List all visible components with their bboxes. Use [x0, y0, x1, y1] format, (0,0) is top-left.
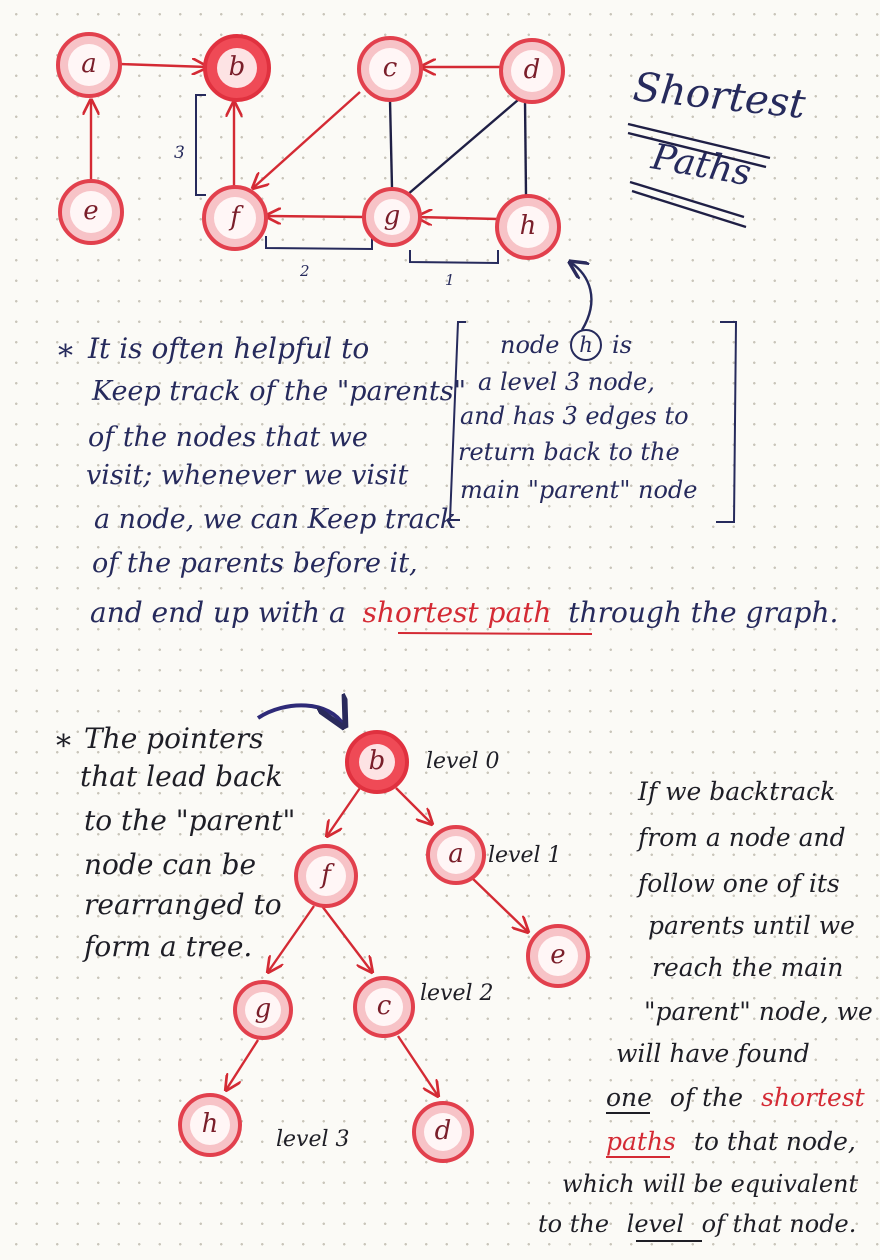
graph-node-a [58, 34, 120, 96]
note3-line-11 [538, 1210, 856, 1238]
distance-label-2: 2 [300, 262, 310, 280]
note1-highlight: shortest path [362, 596, 552, 629]
callout-node-letter: h [579, 333, 593, 357]
note3-one-word: one [606, 1083, 652, 1112]
note2-line-5: rearranged to [84, 888, 282, 921]
callout-is-word: is [612, 331, 632, 359]
title-line-1: Shortest [630, 64, 808, 128]
note3-line-2: from a node and [638, 823, 846, 852]
svg-text:f: f [321, 860, 331, 890]
note2-line-1: The pointers [84, 722, 264, 755]
tree-edge-f-c [322, 906, 372, 972]
distance-label-1: 1 [445, 271, 455, 289]
tree-node-c [355, 978, 413, 1036]
note3-line-3: follow one of its [638, 869, 840, 898]
note3-shortest-word: shortest [761, 1083, 865, 1112]
note2-line-6: form a tree. [84, 930, 253, 963]
pointer-curved-arrow [258, 705, 344, 726]
graph-node-g [364, 189, 420, 245]
note3-to-that: to that node, [693, 1127, 856, 1156]
svg-text:a: a [81, 49, 97, 79]
callout-line-4: return back to the [458, 438, 680, 466]
tree-edge-g-h [226, 1040, 258, 1090]
note2-line-3: to the "parent" [84, 804, 296, 837]
callout-line-5: main "parent" node [460, 476, 698, 504]
note3-line-8 [606, 1083, 866, 1112]
svg-text:h: h [519, 211, 537, 241]
bracket-g-h [410, 250, 498, 263]
svg-text:f: f [230, 202, 240, 232]
graph-node-d [501, 40, 563, 102]
note1-line-4: visit; whenever we visit [86, 460, 409, 491]
highlight-underline [398, 633, 592, 634]
note3-paths-word: paths [606, 1127, 676, 1156]
note3-line-1: If we backtrack [638, 777, 836, 806]
note-backtrack [538, 777, 873, 1241]
graph-node-b [205, 36, 269, 100]
level-1-label: level 1 [488, 843, 562, 868]
edge-h-g [417, 217, 498, 219]
title-line-2: Paths [648, 136, 755, 195]
note1-line-3: of the nodes that we [88, 422, 368, 453]
svg-text:e: e [83, 196, 99, 226]
graph-node-e [60, 181, 122, 243]
tree-node-d [414, 1103, 472, 1161]
graph-node-f [204, 187, 266, 249]
note1-line-2: Keep track of the "parents" [92, 376, 467, 407]
note3-line-9 [606, 1127, 856, 1156]
note1-line-7 [90, 596, 838, 629]
tree-node-b [347, 732, 407, 792]
tree-edge-b-a [396, 788, 432, 824]
graph-node-h [497, 196, 559, 258]
svg-text:c: c [376, 991, 392, 1021]
edge-d-h [525, 100, 526, 196]
note3-to-the: to the [538, 1210, 610, 1238]
callout-node-word: node [500, 331, 560, 359]
svg-text:e: e [550, 940, 566, 970]
note3-line-6: "parent" node, we [644, 997, 873, 1026]
level-2-label: level 2 [420, 981, 494, 1006]
callout-pointer-arrow [570, 262, 591, 330]
tree-node-a [428, 827, 484, 883]
svg-text:g: g [383, 201, 401, 231]
note1-line-6: of the parents before it, [92, 548, 418, 579]
edge-c-f [253, 92, 360, 188]
svg-text:d: d [523, 55, 541, 85]
bracket-f-g [266, 236, 372, 249]
note3-line-10: which will be equivalent [562, 1170, 859, 1198]
edge-d-g [407, 100, 518, 195]
tree-node-f [296, 846, 356, 906]
svg-text:h: h [201, 1109, 219, 1139]
tree-edge-c-d [398, 1036, 438, 1096]
edge-a-b [120, 64, 207, 67]
note2-line-4: node can be [84, 848, 257, 881]
svg-text:a: a [448, 839, 464, 869]
note-parents [58, 332, 838, 634]
edge-g-f [266, 216, 366, 217]
svg-text:b: b [228, 52, 246, 82]
page-title [628, 64, 808, 227]
level-3-label: level 3 [276, 1127, 350, 1152]
distance-label-3: 3 [174, 143, 185, 163]
note2-line-2: that lead back [80, 760, 283, 793]
svg-text:c: c [382, 53, 398, 83]
note3-level-word: level [626, 1210, 684, 1238]
note1-star: * [58, 339, 73, 374]
note1-last-before: and end up with a [90, 596, 346, 629]
note1-line-5: a node, we can Keep track [94, 504, 457, 535]
tree-edge-b-f [327, 788, 360, 836]
level-0-label: level 0 [426, 749, 500, 774]
graph-node-c [359, 38, 421, 100]
note3-line-5: reach the main [652, 953, 844, 982]
graph [58, 34, 563, 289]
note3-of-that: of that node. [701, 1210, 857, 1238]
note3-of-the: of the [669, 1083, 744, 1112]
tree-node-e [528, 926, 588, 986]
note3-line-4: parents until we [648, 911, 855, 940]
callout-line-3: and has 3 edges to [460, 402, 689, 430]
note2-star: * [56, 729, 71, 764]
tree-node-h [180, 1095, 240, 1155]
tree-node-g [235, 982, 291, 1038]
callout-line-2: a level 3 node, [478, 368, 655, 396]
svg-text:d: d [434, 1116, 452, 1146]
bracket-b-f [196, 95, 206, 195]
tree-edge-a-e [470, 876, 528, 932]
note3-line-7: will have found [616, 1039, 810, 1068]
callout-node-h [450, 322, 736, 522]
svg-text:b: b [368, 746, 386, 776]
svg-text:g: g [254, 994, 272, 1024]
edge-c-g [390, 100, 392, 188]
note1-last-after: through the graph. [568, 596, 839, 629]
note1-line-1: It is often helpful to [88, 332, 370, 365]
callout-line-1 [500, 331, 559, 359]
